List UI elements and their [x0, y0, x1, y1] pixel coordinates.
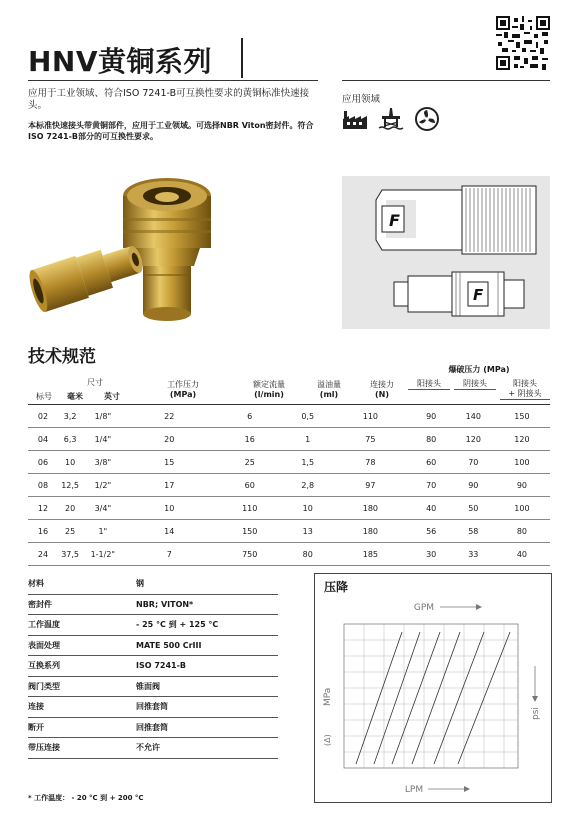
property-key: 带压连接 [28, 743, 60, 753]
table-cell: 90 [426, 411, 437, 421]
table-cell: 750 [242, 549, 258, 559]
table-row [28, 520, 550, 543]
property-row [28, 656, 278, 677]
properties-list [28, 574, 278, 759]
property-key: 工作温度 [28, 620, 60, 630]
table-cell: 3,2 [63, 411, 77, 421]
property-row [28, 636, 278, 657]
table-cell: 58 [468, 526, 479, 536]
left-axis-symbol: (Δ) [323, 734, 332, 746]
table-cell: 16 [37, 526, 49, 536]
table-cell: 80 [302, 549, 313, 559]
col-size-in: 英寸 [104, 392, 120, 401]
table-cell: 1/4" [94, 434, 112, 444]
property-key: 密封件 [28, 599, 52, 609]
property-row [28, 615, 278, 636]
bottom-axis-label: LPM [404, 785, 424, 795]
properties-rows [28, 574, 278, 759]
col-pressure: 工作压力 [167, 380, 199, 389]
table-cell: 1/2" [94, 480, 112, 490]
table-cell: 80 [426, 434, 437, 444]
property-value: 回推套筒 [136, 702, 168, 712]
table-cell: 6 [247, 411, 253, 421]
table-cell: 2,8 [301, 480, 315, 490]
fan-icon [414, 107, 440, 131]
svg-text:F: F [473, 286, 484, 304]
table-cell: 10 [302, 503, 313, 513]
table-row [28, 451, 550, 474]
col-spill-unit: (ml) [319, 390, 339, 399]
table-cell: 1 [305, 434, 311, 444]
table-cell: 120 [465, 434, 481, 444]
table-cell: 10 [65, 457, 76, 467]
table-cell: 10 [164, 503, 175, 513]
table-cell: 12 [37, 503, 49, 513]
property-key: 阀门类型 [28, 681, 60, 691]
page-title: HNV黄铜系列 [28, 45, 213, 78]
spec-table [28, 362, 550, 566]
property-value: NBR; VITON* [136, 599, 194, 609]
property-key: 断开 [28, 722, 44, 732]
table-cell: 97 [365, 480, 376, 490]
svg-text:F: F [389, 211, 400, 230]
col-connect: 连接力 [370, 380, 394, 389]
property-key: 连接 [28, 702, 44, 712]
table-cell: 12,5 [61, 480, 79, 490]
col-burst-female: 阴接头 [454, 379, 496, 390]
property-value: MATE 500 CrIII [136, 640, 202, 650]
product-photo [22, 168, 322, 328]
spec-rows [28, 405, 550, 566]
top-arrow-head [476, 604, 482, 610]
table-cell: 56 [426, 526, 437, 536]
property-row [28, 595, 278, 616]
table-cell: 40 [516, 549, 528, 559]
table-cell: 17 [164, 480, 175, 490]
table-cell: 100 [514, 457, 530, 467]
property-value: ISO 7241-B [136, 661, 187, 671]
table-cell: 22 [164, 411, 175, 421]
col-connect-unit: (N) [374, 390, 389, 399]
table-cell: 140 [465, 411, 481, 421]
table-cell: 14 [164, 526, 175, 536]
pressure-drop-chart [316, 596, 548, 800]
grid-lines [344, 624, 518, 768]
table-cell: 110 [242, 503, 258, 513]
table-cell: 16 [244, 434, 255, 444]
table-row [28, 428, 550, 451]
table-cell: 70 [468, 457, 479, 467]
table-cell: 90 [468, 480, 479, 490]
top-axis-label: GPM [413, 603, 435, 613]
table-row [28, 543, 550, 566]
col-flow-unit: (l/min) [254, 390, 284, 399]
table-cell: 1/8" [94, 411, 112, 421]
table-cell: 20 [65, 503, 76, 513]
table-cell: 150 [514, 411, 530, 421]
qr-code[interactable] [496, 16, 550, 70]
table-cell: 180 [362, 526, 379, 536]
col-code: 标号 [36, 392, 52, 401]
applications-icons [342, 107, 440, 131]
footnote: * 工作温度： - 20 °C 到 + 200 °C [28, 794, 144, 802]
col-size-mm: 毫米 [67, 392, 83, 401]
table-cell: 110 [362, 411, 379, 421]
header-rule-right [342, 80, 550, 81]
plot-area [344, 624, 518, 768]
table-cell: 15 [164, 457, 175, 467]
col-pressure-unit: (MPa) [169, 390, 197, 399]
col-spill: 溢油量 [317, 380, 341, 389]
property-value: 不允许 [136, 743, 160, 753]
property-value: 回推套筒 [136, 722, 168, 732]
table-cell: 3/8" [94, 457, 112, 467]
property-value: - 25 °C 到 + 125 °C [136, 620, 219, 630]
property-key: 互换系列 [28, 661, 60, 671]
col-burst-both-2: + 阴接头 [500, 389, 550, 400]
property-value: 锥面阀 [136, 681, 160, 691]
flow-curves [356, 632, 510, 764]
col-burst-both: 阳接头 [513, 379, 537, 388]
table-cell: 04 [37, 434, 49, 444]
table-cell: 90 [516, 480, 528, 490]
spec-table-header [28, 362, 550, 404]
table-cell: 185 [362, 549, 379, 559]
table-row [28, 474, 550, 497]
title-divider [241, 38, 243, 78]
table-cell: 7 [166, 549, 172, 559]
property-row [28, 738, 278, 759]
table-cell: 120 [514, 434, 530, 444]
col-burst-male: 阳接头 [408, 379, 450, 390]
table-cell: 37,5 [61, 549, 79, 559]
property-value: 钢 [136, 579, 144, 589]
table-cell: 70 [426, 480, 437, 490]
property-key: 材料 [28, 579, 44, 589]
table-cell: 33 [468, 549, 479, 559]
col-flow: 额定流量 [253, 380, 285, 389]
table-cell: 40 [426, 503, 437, 513]
property-row [28, 574, 278, 595]
table-cell: 100 [514, 503, 530, 513]
col-burst: 爆破压力 (MPa) [448, 365, 510, 374]
factory-icon [342, 107, 368, 131]
property-row [28, 677, 278, 698]
property-row [28, 697, 278, 718]
table-cell: 06 [37, 457, 49, 467]
technical-diagram [342, 176, 550, 329]
bottom-arrow-head [464, 786, 470, 792]
table-row [28, 497, 550, 520]
table-cell: 02 [37, 411, 49, 421]
intro-text: 应用于工业领域、符合ISO 7241-B可互换性要求的黄铜标准快速接头。 [28, 88, 310, 111]
table-cell: 150 [242, 526, 258, 536]
table-cell: 6,3 [63, 434, 77, 444]
table-cell: 08 [37, 480, 49, 490]
right-arrow-head [532, 696, 538, 702]
table-cell: 75 [365, 434, 376, 444]
table-cell: 60 [244, 480, 255, 490]
table-cell: 20 [164, 434, 175, 444]
applications-title: 应用领域 [342, 94, 381, 105]
table-cell: 1,5 [301, 457, 315, 467]
table-cell: 78 [365, 457, 376, 467]
col-size: 尺寸 [87, 378, 103, 387]
table-cell: 1-1/2" [90, 549, 116, 559]
table-row [28, 405, 550, 428]
property-key: 表面处理 [28, 640, 60, 650]
table-cell: 60 [426, 457, 437, 467]
table-cell: 180 [362, 503, 379, 513]
table-cell: 1" [98, 526, 108, 536]
intro-detail: 本标准快速接头带黄铜部件，应用于工业领域。可选择NBR Viton密封件。符合ISO 7241-B部分的可互换性要求。 [28, 121, 314, 141]
spec-title: 技术规范 [28, 347, 96, 367]
header-rule-left [28, 80, 318, 81]
table-cell: 30 [426, 549, 437, 559]
table-cell: 3/4" [94, 503, 112, 513]
property-row [28, 718, 278, 739]
pressure-drop-title: 压降 [324, 580, 349, 594]
table-cell: 50 [468, 503, 479, 513]
offshore-platform-icon [378, 107, 404, 131]
table-cell: 25 [65, 526, 76, 536]
table-cell: 80 [516, 526, 528, 536]
table-cell: 0,5 [301, 411, 315, 421]
table-cell: 24 [37, 549, 49, 559]
table-cell: 13 [302, 526, 313, 536]
left-axis-label: MPa [323, 687, 333, 706]
right-axis-label: psi [531, 707, 541, 720]
table-cell: 25 [244, 457, 255, 467]
